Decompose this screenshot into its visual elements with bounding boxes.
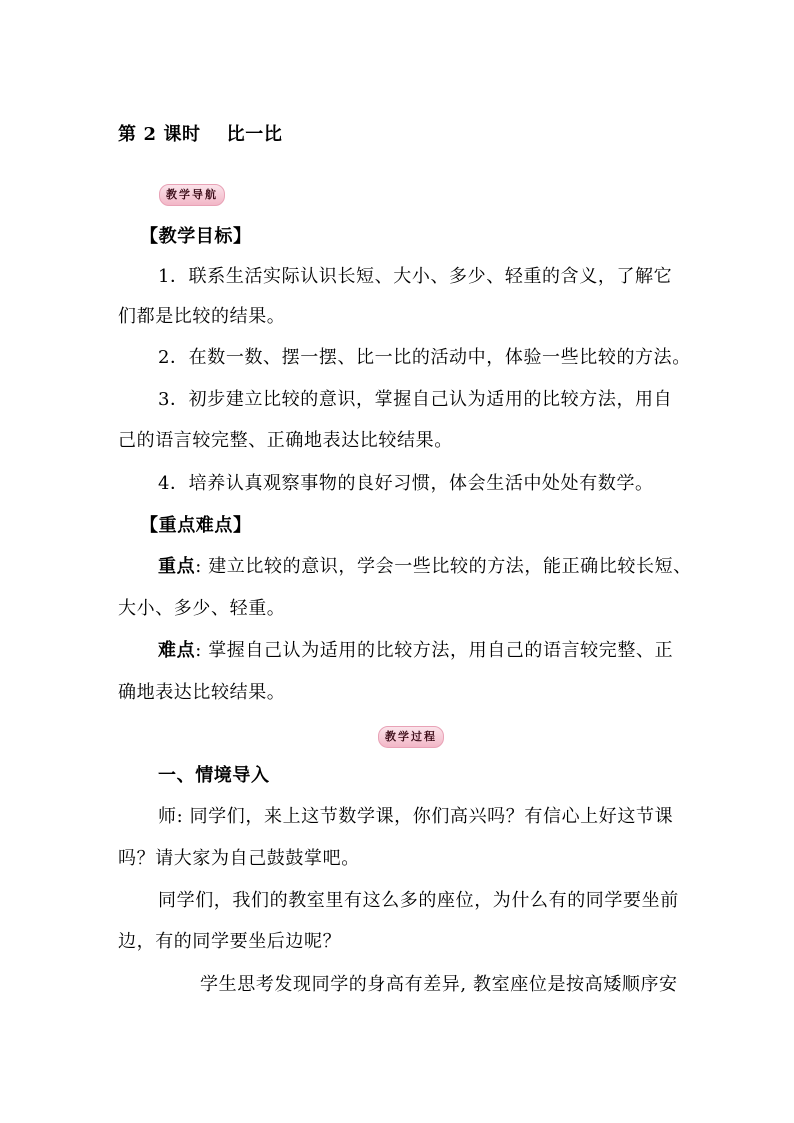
lesson-topic: 比一比 [226,124,283,145]
key-point-label: 重点 [158,556,196,577]
paragraph-3-line-1: 学生思考发现同学的身高有差异, 教室座位是按高矮顺序安 [200,974,678,995]
difficulty-line-2: 确地表达比较结果。 [118,682,286,703]
objective-4: 4．培养认真观察事物的良好习惯，体会生活中处处有数学。 [158,473,654,494]
teaching-nav-badge: 教学导航 [159,184,225,206]
key-point-text: : 建立比较的意识，学会一些比较的方法，能正确比较长短、 [195,556,692,577]
paragraph-1-line-1: 师: 同学们，来上这节数学课，你们高兴吗？有信心上好这节课 [158,806,674,827]
paragraph-2-line-2: 边，有的同学要坐后边呢？ [118,931,342,952]
objective-3-line-1: 3．初步建立比较的意识，掌握自己认为适用的比较方法，用自 [158,389,673,410]
paragraph-2-line-1: 同学们，我们的教室里有这么多的座位，为什么有的同学要坐前 [158,890,679,911]
objective-1-line-1: 1．联系生活实际认识长短、大小、多少、轻重的含义，了解它 [158,266,673,287]
difficulty-label: 难点 [158,640,196,661]
keypoints-heading: 【重点难点】 [140,515,252,536]
difficulty-text: : 掌握自己认为适用的比较方法，用自己的语言较完整、正 [195,640,674,661]
teaching-process-badge: 教学过程 [378,726,444,748]
objectives-heading: 【教学目标】 [140,226,252,247]
objective-1-line-2: 们都是比较的结果。 [118,306,286,327]
lesson-title [118,124,282,146]
section-intro-heading: 一、情境导入 [158,765,270,786]
key-point-line-2: 大小、多少、轻重。 [118,598,286,619]
objective-2: 2．在数一数、摆一摆、比一比的活动中，体验一些比较的方法。 [158,347,691,368]
key-point-line-1 [158,556,692,578]
paragraph-1-line-2: 吗？请大家为自己鼓鼓掌吧。 [118,848,360,869]
objective-3-line-2: 己的语言较完整、正确地表达比较结果。 [118,430,453,451]
difficulty-line-1 [158,640,673,662]
lesson-number: 第 2 课时 [118,124,201,145]
